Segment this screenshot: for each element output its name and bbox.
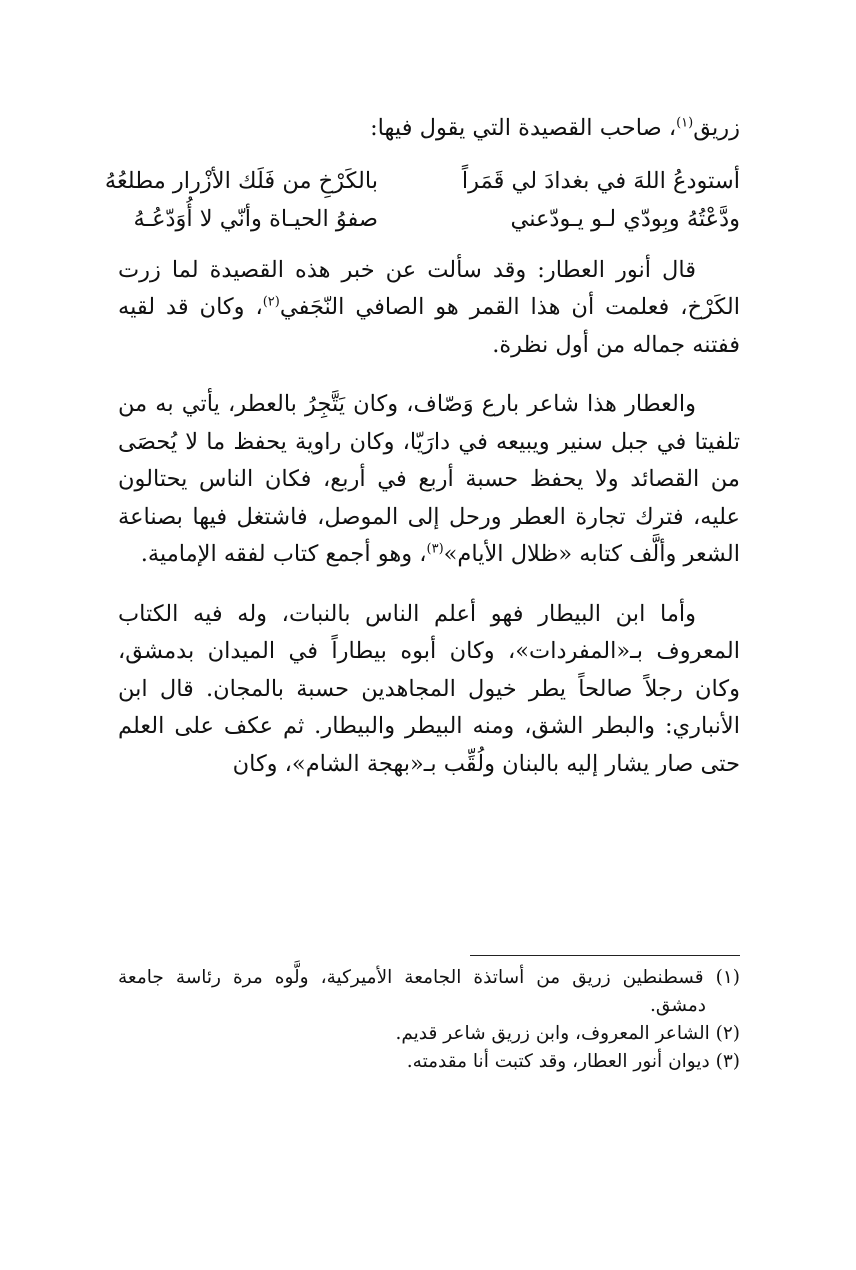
paragraph-2-text: والعطار هذا شاعر بارع وَصّاف، وكان يَتَّجِرُ بالعطر، يأتي به من تلفيتا في جبل سنير ويبيعه في دارَيّا، وكان راوية يحفظ ما لا يُحصَى من القصائد ولا يحفظ حسبة أربع في أربع، فكان الناس يحتالون عليه، فترك تجارة العطر ورحل إلى الموصل، فاشتغل فيها بصناعة الشعر وألَّف كتابه «ظلال الأيام»: [118, 391, 740, 567]
paragraph-1-tail: ، وكان قد لقيه ففتنه جماله من أول نظرة.: [118, 294, 740, 358]
paragraph-1-text: قال أنور العطار: وقد سألت عن خبر هذه القصيدة لما زرت الكَرْخ، فعلمت أن هذا القمر هو الصافي النّجَفي: [118, 256, 740, 320]
footnote-ref-2: (٢): [262, 294, 280, 310]
paragraph-2-tail: ، وهو أجمع كتاب لفقه الإمامية.: [140, 541, 427, 567]
paragraph-3-text: وأما ابن البيطار فهو أعلم الناس بالنبات، وله فيه الكتاب المعروف بـ«المفردات»، وكان أبوه بيطاراً في الميدان بدمشق، وكان رجلاً صالحاً يطر خيول المجاهدين حسبة بالمجان. قال ابن الأنباري: والبطر الشق، ومنه البيطر والبيطار. ثم عكف على العلم حتى صار يشار إليه بالبنان ولُقِّب بـ«بهجة الشام»، وكان: [118, 600, 740, 777]
footnote-1: (١) قسطنطين زريق من أساتذة الجامعة الأميركية، ولَّوه مرة رئاسة جامعة دمشق.: [118, 967, 740, 1016]
verse-1-second-hemistich: بالكَرْخِ من فَلَك الأزْرار مطلعُهُ: [104, 167, 378, 194]
footnote-ref-1: (١): [676, 115, 694, 131]
verse-line-1: [104, 162, 740, 200]
poem-verses: [104, 162, 740, 238]
paragraph-1: [118, 252, 740, 365]
verse-2-first-hemistich: ودَّعْتُهُ وبِودّي لـو يـودّعني: [510, 205, 740, 232]
paragraph-3: [118, 596, 740, 784]
page-body: [104, 110, 740, 783]
intro-line: [118, 110, 740, 148]
footnote-3: (٣) ديوان أنور العطار، وقد كتبت أنا مقدمته.: [406, 1051, 740, 1072]
intro-rest: ، صاحب القصيدة التي يقول فيها:: [370, 115, 677, 141]
footnotes-section: [118, 955, 740, 1076]
footnote-ref-3: (٣): [426, 541, 444, 557]
footnote-divider: [470, 955, 740, 956]
intro-text: زريق: [693, 115, 740, 141]
verse-line-2: [118, 200, 740, 238]
verse-2-second-hemistich: صفوُ الحيـاة وأنّي لا أُوَدّعُـهُ: [133, 205, 378, 232]
verse-1-first-hemistich: أستودعُ اللهَ في بغدادَ لي قَمَراً: [461, 167, 740, 194]
paragraph-2: [118, 386, 740, 574]
footnote-2: (٢) الشاعر المعروف، وابن زريق شاعر قديم.: [395, 1023, 740, 1044]
